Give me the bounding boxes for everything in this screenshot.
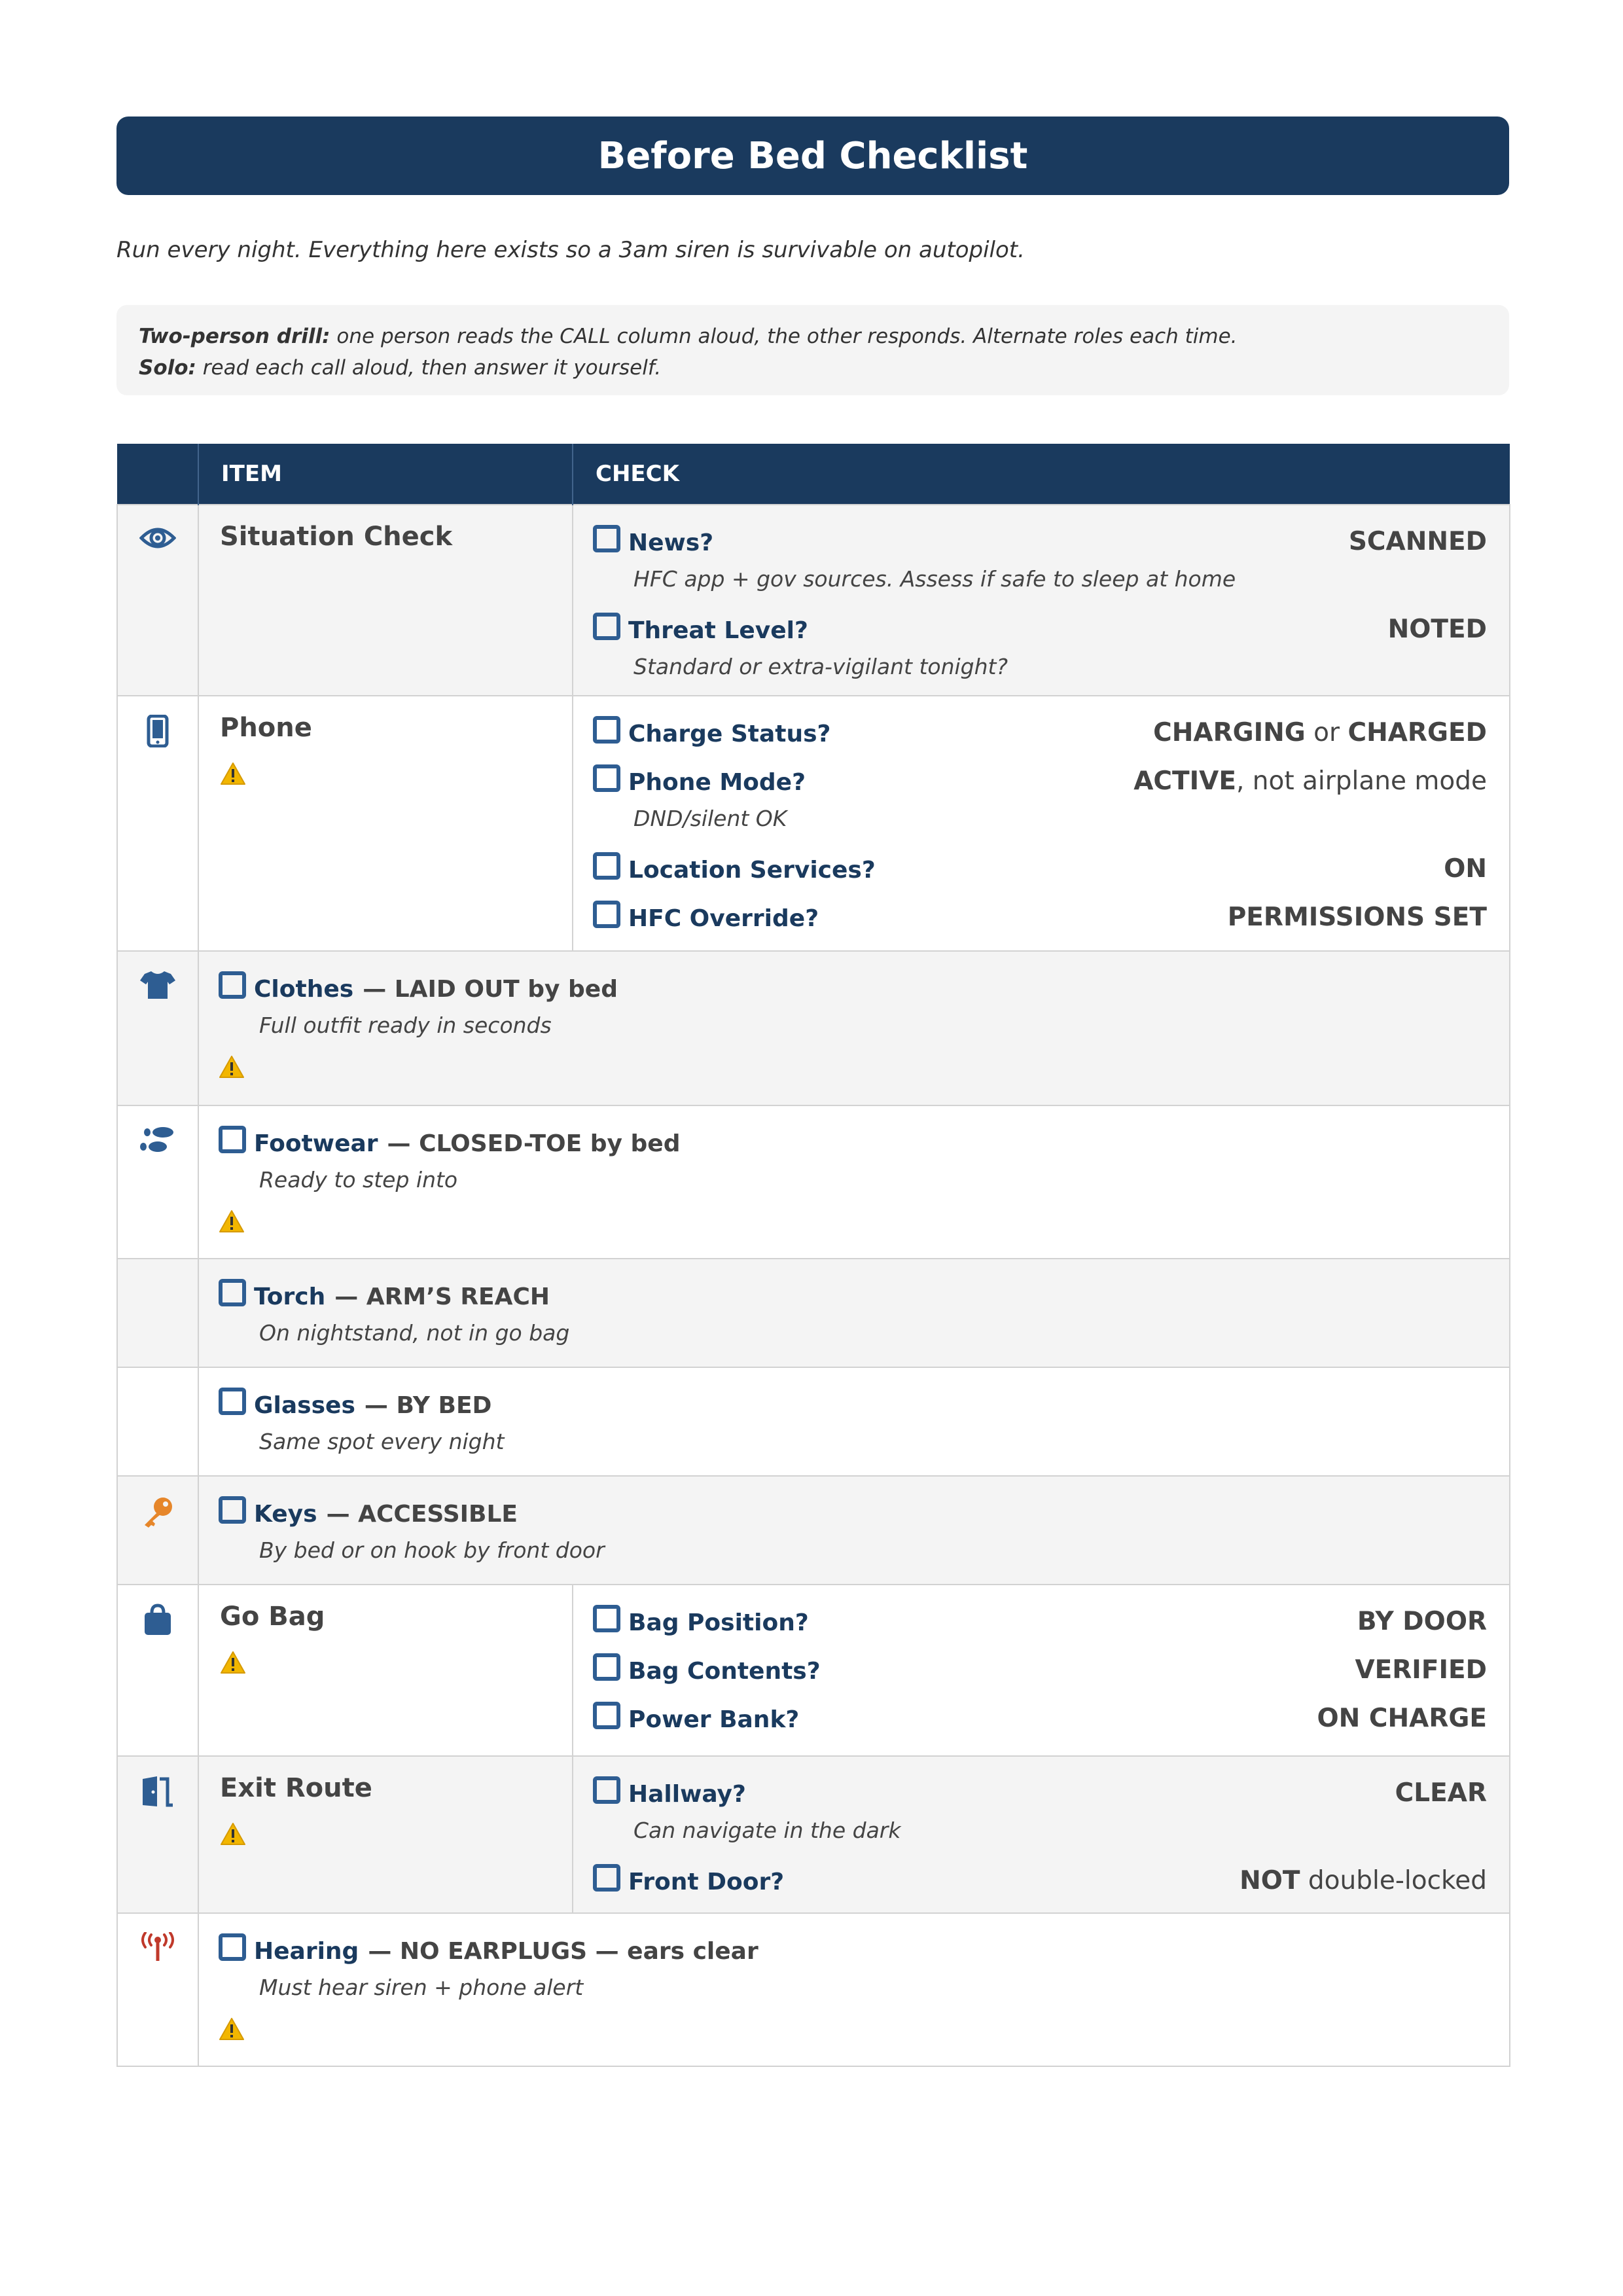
- call-text: HFC Override?: [628, 905, 819, 932]
- row-item-cell: [198, 1756, 573, 1913]
- response-text: PERMISSIONS SET: [1227, 903, 1487, 932]
- warning-icon: [220, 1651, 246, 1674]
- hint-text: Must hear siren + phone alert: [259, 1975, 584, 2000]
- door-exit-icon: [140, 1775, 175, 1808]
- row-check-cell: [573, 1585, 1510, 1756]
- call-text: Torch: [254, 1283, 326, 1310]
- checkbox[interactable]: [593, 852, 620, 880]
- spacer: [593, 1636, 1487, 1651]
- response-text: — CLOSED-TOE by bed: [387, 1130, 681, 1157]
- spacer: [593, 1844, 1487, 1861]
- drill-solo-text: read each call aloud, then answer it yourself.: [196, 356, 662, 380]
- call-text: Front Door?: [628, 1869, 785, 1895]
- eye-icon: [139, 524, 176, 552]
- drill-two-person-text: one person reads the CALL column aloud, the other responds. Alternate roles each time.: [330, 325, 1238, 348]
- response-suffix: , not airplane mode: [1236, 766, 1487, 796]
- response-text: NOTED: [1387, 615, 1487, 644]
- row-icon-cell: [117, 1585, 198, 1756]
- response-primary: NOT: [1240, 1866, 1300, 1895]
- response-text: — BY BED: [364, 1392, 492, 1419]
- hint-text: DND/silent OK: [633, 806, 787, 831]
- warning-icon: [220, 762, 246, 785]
- checkbox[interactable]: [593, 764, 620, 792]
- shirt-icon: [139, 970, 176, 1000]
- hint-text: Can navigate in the dark: [633, 1818, 901, 1843]
- title-bar: [116, 117, 1509, 195]
- response-value: ACCESSIBLE: [358, 1501, 518, 1528]
- check-line: [593, 762, 1487, 796]
- phone-icon: [147, 715, 169, 747]
- checkbox[interactable]: [219, 971, 246, 999]
- warning-icon: [219, 2017, 245, 2041]
- check-line: [593, 610, 1487, 644]
- row-icon-cell: [117, 1756, 198, 1913]
- item-name: Exit Route: [220, 1773, 372, 1803]
- table-row: [117, 1913, 1510, 2066]
- check-line: [219, 1123, 1487, 1157]
- row-full-cell: [198, 1367, 1510, 1476]
- hint-text: On nightstand, not in go bag: [259, 1320, 570, 1346]
- checkbox[interactable]: [219, 1496, 246, 1524]
- checkbox[interactable]: [593, 1776, 620, 1804]
- check-line: [593, 1699, 1487, 1733]
- hint-text: Ready to step into: [259, 1167, 458, 1193]
- call-text: Clothes: [254, 976, 354, 1003]
- response-text: — ACCESSIBLE: [326, 1501, 518, 1528]
- call-text: Footwear: [254, 1130, 378, 1157]
- row-icon-cell: [117, 1105, 198, 1259]
- table-row: [117, 1476, 1510, 1585]
- call-text: Glasses: [254, 1392, 355, 1419]
- response-connector: or: [1305, 718, 1348, 747]
- checkbox[interactable]: [593, 1653, 620, 1681]
- row-item-cell: [198, 1585, 573, 1756]
- checkbox[interactable]: [219, 1279, 246, 1306]
- row-check-cell: [573, 696, 1510, 951]
- row-full-cell: [198, 1259, 1510, 1367]
- spacer: [593, 747, 1487, 762]
- row-full-cell: [198, 951, 1510, 1105]
- item-name: Go Bag: [220, 1602, 325, 1632]
- header-item-column: ITEM: [198, 444, 573, 505]
- hint-text: Full outfit ready in seconds: [259, 1013, 552, 1038]
- response-text: [1240, 1866, 1487, 1895]
- hint-text: HFC app + gov sources. Assess if safe to sleep at home: [633, 566, 1236, 592]
- hint-text: Same spot every night: [259, 1429, 505, 1454]
- call-text: Phone Mode?: [628, 769, 806, 796]
- check-line: [219, 1931, 1487, 1965]
- row-check-cell: [573, 505, 1510, 696]
- response-value: CLOSED-TOE by bed: [419, 1130, 681, 1157]
- response-text: — ARM’S REACH: [334, 1283, 550, 1310]
- checkbox[interactable]: [593, 1605, 620, 1632]
- table-row: [117, 696, 1510, 951]
- bag-icon: [142, 1604, 173, 1636]
- response-secondary: CHARGED: [1347, 718, 1487, 747]
- warning-icon: [219, 1055, 245, 1079]
- key-icon: [141, 1495, 175, 1529]
- spacer: [593, 833, 1487, 850]
- row-full-cell: [198, 1476, 1510, 1585]
- row-full-cell: [198, 1913, 1510, 2066]
- checkbox[interactable]: [219, 1933, 246, 1961]
- spacer: [593, 593, 1487, 610]
- response-value: BY BED: [396, 1392, 492, 1419]
- response-text: [1153, 718, 1487, 747]
- response-text: [1133, 766, 1487, 796]
- call-text: Hearing: [254, 1938, 359, 1965]
- table-row: [117, 505, 1510, 696]
- drill-solo-label: Solo:: [139, 356, 196, 380]
- checkbox[interactable]: [219, 1388, 246, 1415]
- response-text: — NO EARPLUGS — ears clear: [368, 1938, 758, 1965]
- table-row: [117, 1756, 1510, 1913]
- call-text: Bag Position?: [628, 1609, 809, 1636]
- row-item-cell: [198, 505, 573, 696]
- response-text: VERIFIED: [1355, 1655, 1487, 1685]
- check-line: [593, 1774, 1487, 1808]
- check-line: [593, 713, 1487, 747]
- call-text: Charge Status?: [628, 721, 831, 747]
- table-row: [117, 951, 1510, 1105]
- response-suffix: double-locked: [1300, 1866, 1487, 1895]
- item-name: Phone: [220, 713, 312, 743]
- check-line: [219, 969, 1487, 1003]
- checkbox[interactable]: [593, 525, 620, 552]
- drill-note: [116, 305, 1509, 395]
- check-line: [593, 898, 1487, 932]
- spacer: [593, 1685, 1487, 1699]
- check-line: [593, 1651, 1487, 1685]
- check-line: [593, 1602, 1487, 1636]
- row-item-cell: [198, 696, 573, 951]
- response-primary: CHARGING: [1153, 718, 1306, 747]
- check-line: [593, 850, 1487, 884]
- drill-two-person-label: Two-person drill:: [139, 325, 330, 348]
- checkbox[interactable]: [593, 613, 620, 640]
- check-line: [593, 1861, 1487, 1895]
- page-subtitle: Run every night. Everything here exists so a 3am siren is survivable on autopilot.: [116, 237, 1025, 263]
- checkbox[interactable]: [593, 1702, 620, 1729]
- response-value: LAID OUT by bed: [394, 976, 618, 1003]
- table-row: [117, 1105, 1510, 1259]
- check-line: [219, 1494, 1487, 1528]
- call-text: Location Services?: [628, 857, 876, 884]
- response-text: ON: [1444, 854, 1487, 884]
- table-header-row: [117, 444, 1510, 505]
- table-row: [117, 1585, 1510, 1756]
- call-text: Bag Contents?: [628, 1658, 821, 1685]
- table-row: [117, 1367, 1510, 1476]
- drill-solo-line: [139, 352, 1487, 384]
- call-text: Hallway?: [628, 1781, 746, 1808]
- check-line: [593, 522, 1487, 556]
- checkbox[interactable]: [593, 901, 620, 928]
- header-icon-column: [117, 444, 198, 505]
- check-line: [219, 1276, 1487, 1310]
- row-full-cell: [198, 1105, 1510, 1259]
- response-text: CLEAR: [1395, 1778, 1487, 1808]
- response-text: BY DOOR: [1357, 1607, 1487, 1636]
- call-text: News?: [628, 529, 714, 556]
- hint-text: Standard or extra-vigilant tonight?: [633, 654, 1008, 679]
- page-title: Before Bed Checklist: [597, 134, 1028, 177]
- warning-icon: [219, 1210, 245, 1233]
- row-icon-cell: [117, 1367, 198, 1476]
- row-icon-cell: [117, 1259, 198, 1367]
- row-icon-cell: [117, 951, 198, 1105]
- check-line: [219, 1385, 1487, 1419]
- item-name: Situation Check: [220, 522, 453, 552]
- row-icon-cell: [117, 1476, 198, 1585]
- response-value: ARM’S REACH: [366, 1283, 550, 1310]
- call-text: Keys: [254, 1501, 317, 1528]
- table-row: [117, 1259, 1510, 1367]
- row-icon-cell: [117, 1913, 198, 2066]
- response-value: NO EARPLUGS — ears clear: [399, 1938, 758, 1965]
- response-text: — LAID OUT by bed: [363, 976, 618, 1003]
- call-text: Threat Level?: [628, 617, 808, 644]
- response-text: ON CHARGE: [1317, 1704, 1487, 1733]
- hint-text: By bed or on hook by front door: [259, 1537, 605, 1563]
- row-check-cell: [573, 1756, 1510, 1913]
- checkbox[interactable]: [593, 716, 620, 744]
- response-text: SCANNED: [1348, 527, 1487, 556]
- checklist-table: [116, 444, 1510, 2067]
- response-primary: ACTIVE: [1133, 766, 1236, 796]
- checkbox[interactable]: [219, 1126, 246, 1153]
- call-text: Power Bank?: [628, 1706, 800, 1733]
- spacer: [593, 884, 1487, 898]
- header-check-column: CHECK: [573, 444, 1510, 505]
- checkbox[interactable]: [593, 1864, 620, 1892]
- row-icon-cell: [117, 696, 198, 951]
- siren-icon: [139, 1932, 176, 1962]
- row-icon-cell: [117, 505, 198, 696]
- drill-two-person-line: [139, 321, 1487, 352]
- footprints-icon: [139, 1124, 176, 1155]
- warning-icon: [220, 1822, 246, 1846]
